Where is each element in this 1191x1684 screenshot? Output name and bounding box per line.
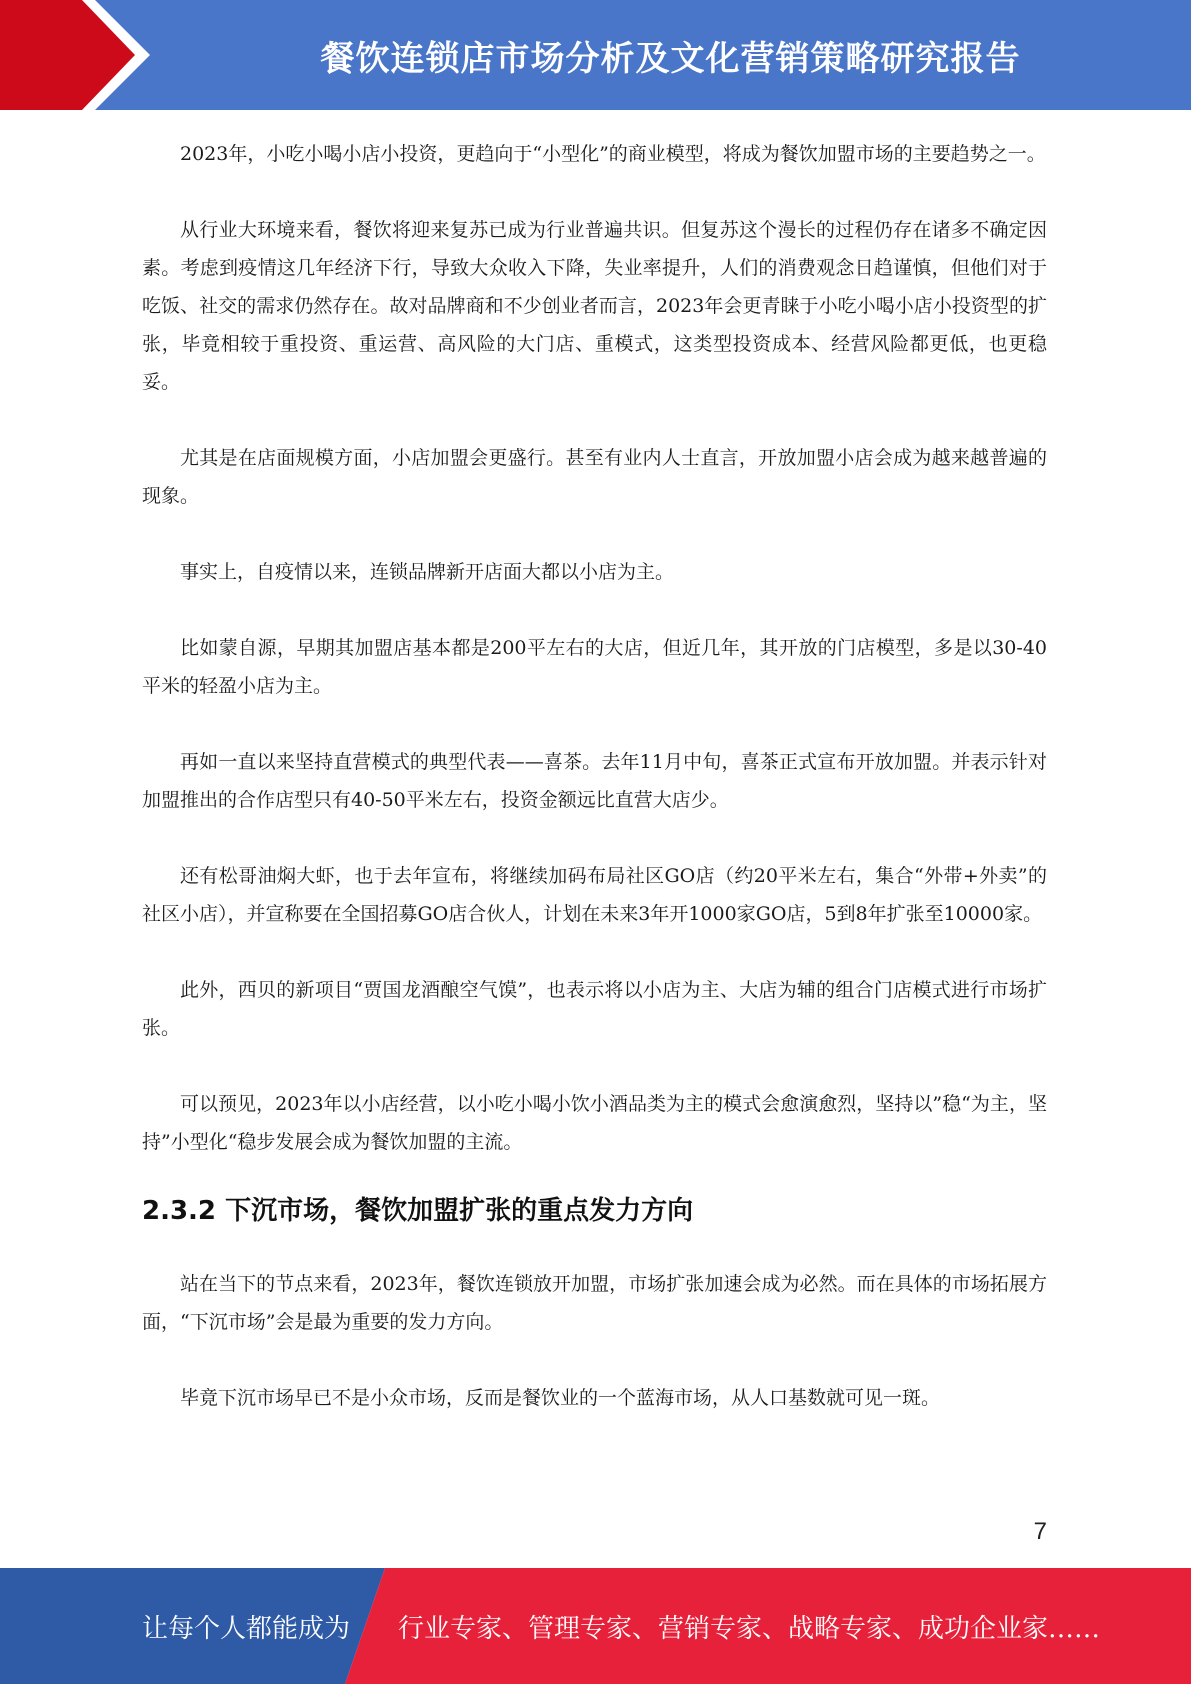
paragraph: 再如一直以来坚持直营模式的典型代表——喜茶。去年11月中旬，喜茶正式宣布开放加盟。并表示针对加盟推出的合作店型只有40-50平米左右，投资金额远比直营大店少。 [142,751,1047,811]
paragraph: 毕竟下沉市场早已不是小众市场，反而是餐饮业的一个蓝海市场，从人口基数就可见一斑。 [180,1387,941,1409]
paragraph: 比如蒙自源，早期其加盟店基本都是200平左右的大店，但近几年，其开放的门店模型，多是以30-40平米的轻盈小店为主。 [142,637,1047,697]
paragraph: 可以预见，2023年以小店经营，以小吃小喝小饮小酒品类为主的模式会愈演愈烈，坚持以”稳“为主，坚持”小型化“稳步发展会成为餐饮加盟的主流。 [142,1093,1047,1153]
paragraph: 事实上，自疫情以来，连锁品牌新开店面大都以小店为主。 [180,561,675,583]
document-title: 餐饮连锁店市场分析及文化营销策略研究报告 [320,38,1021,79]
paragraph: 2023年，小吃小喝小店小投资，更趋向于“小型化”的商业模型，将成为餐饮加盟市场的主要趋势之一。 [180,143,1046,165]
footer-slogan-right: 行业专家、管理专家、营销专家、战略专家、成功企业家…… [398,1613,1101,1644]
header-arrow-icon [0,0,160,110]
section-heading: 2.3.2 下沉市场，餐饮加盟扩张的重点发力方向 [142,1196,694,1226]
footer-slogan-left: 让每个人都能成为 [142,1613,351,1644]
paragraph: 此外，西贝的新项目“贾国龙酒酿空气馍”，也表示将以小店为主、大店为辅的组合门店模式进行市场扩张。 [142,979,1047,1039]
paragraph: 站在当下的节点来看，2023年，餐饮连锁放开加盟，市场扩张加速会成为必然。而在具体的市场拓展方面，“下沉市场”会是最为重要的发力方向。 [142,1273,1047,1333]
footer-banner [0,1568,1191,1684]
page-number: 7 [1033,1518,1047,1545]
header-banner [0,0,1191,110]
paragraph: 还有松哥油焖大虾，也于去年宣布，将继续加码布局社区GO店（约20平米左右，集合“外带+外卖”的社区小店），并宣称要在全国招募GO店合伙人，计划在未来3年开1000家GO店，5到8年扩张至10000家。 [142,865,1047,925]
paragraph: 从行业大环境来看，餐饮将迎来复苏已成为行业普遍共识。但复苏这个漫长的过程仍存在诸多不确定因素。考虑到疫情这几年经济下行，导致大众收入下降，失业率提升，人们的消费观念日趋谨慎，但他们对于吃饭、社交的需求仍然存在。故对品牌商和不少创业者而言，2023年会更青睐于小吃小喝小店小投资型的扩张，毕竟相较于重投资、重运营、高风险的大门店、重模式，这类型投资成本、经营风险都更低，也更稳妥。 [142,219,1047,393]
paragraph: 尤其是在店面规模方面，小店加盟会更盛行。甚至有业内人士直言，开放加盟小店会成为越来越普遍的现象。 [142,447,1047,507]
main-content [142,135,1047,1455]
